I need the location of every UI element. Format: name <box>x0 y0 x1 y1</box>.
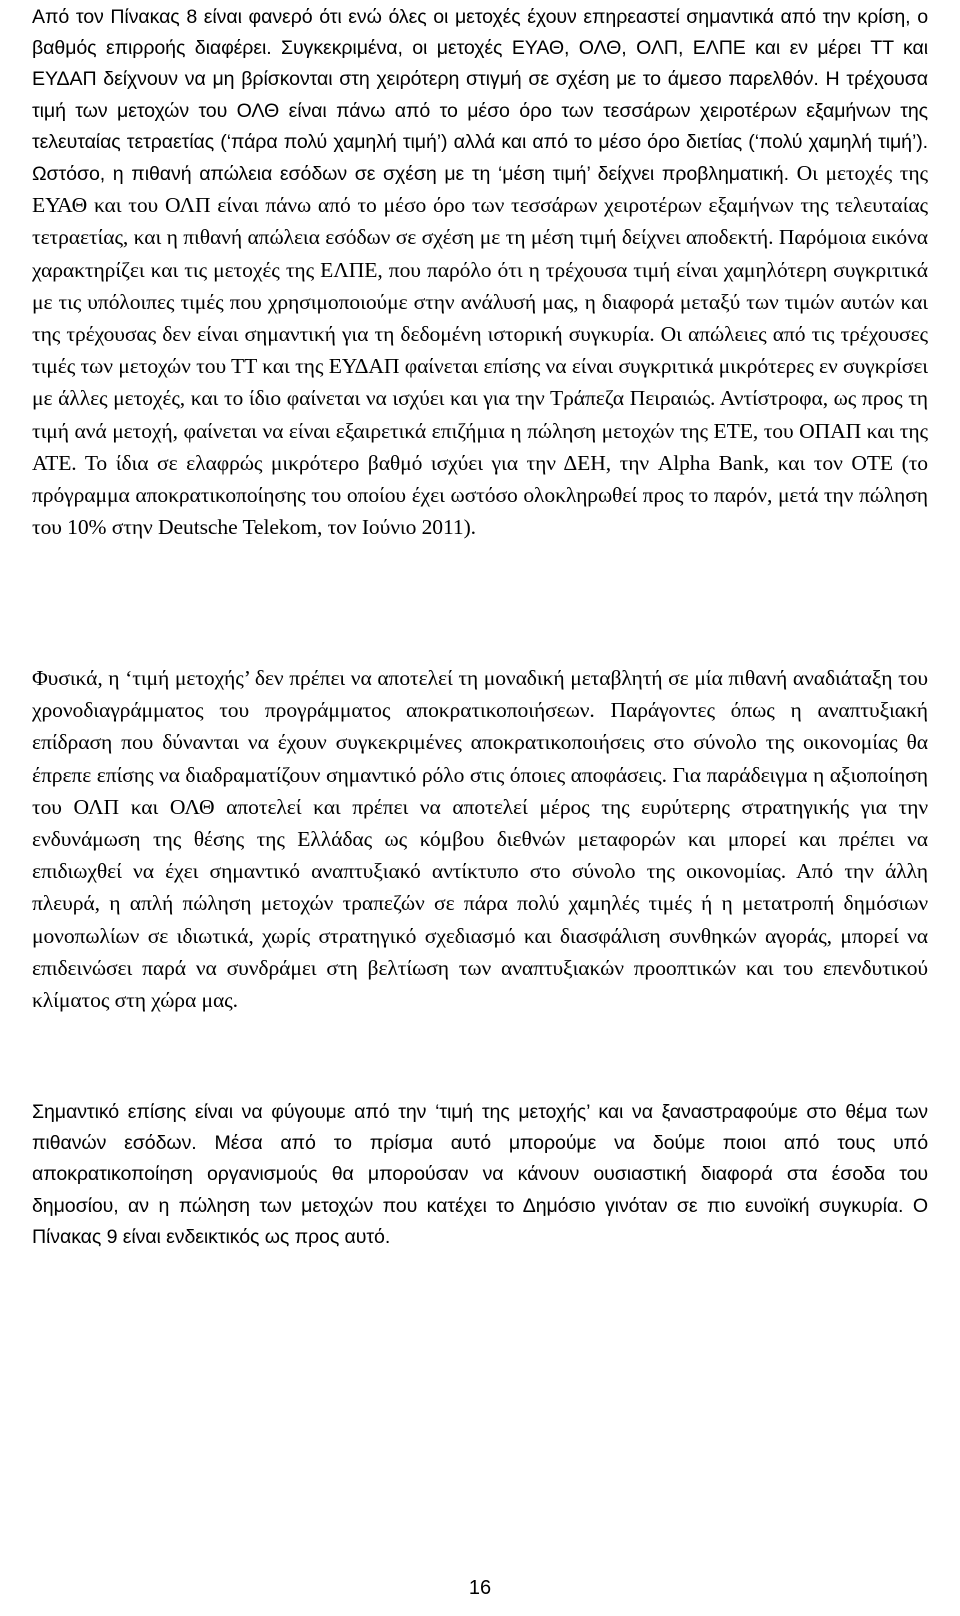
paragraph-share-analysis <box>32 2 928 544</box>
paragraph-revenue-focus <box>32 1097 928 1253</box>
paragraph-text: Οι μετοχές της ΕΥΑΘ και του ΟΛΠ είναι πάνω από το μέσο όρο των τεσσάρων χειροτέρων εξαμήνων της τελευταίας τετραετίας, και η πιθανή απώλεια εσόδων σε σχέση με τη μέση τιμή δείχνει αποδεκτή. Παρόμοια εικόνα χαρακτηρίζει και τις μετοχές της ΕΛΠΕ, που παρόλο ότι η τρέχουσα τιμή είναι χαμηλότερη συγκριτικά με τις υπόλοιπες τιμές που χρησιμοποιούμε στην ανάλυσή μας, η διαφορά μεταξύ των τιμών αυτών και της τρέχουσας δεν είναι σημαντική για τη δεδομένη ιστορική συγκυρία. Οι απώλειες από τις τρέχουσες τιμές των μετοχών του ΤΤ και της ΕΥΔΑΠ φαίνεται επίσης να είναι συγκριτικά μικρότερες εν συγκρίσει με άλλες μετοχές, και το ίδιο φαίνεται να ισχύει και για την Τράπεζα Πειραιώς. Αντίστροφα, ως προς τη τιμή ανά μετοχή, φαίνεται να είναι εξαιρετικά επιζήμια η πώληση μετοχών της ΕΤΕ, του ΟΠΑΠ και της ΑΤΕ. Το ίδια σε ελαφρώς μικρότερο βαθμό ισχύει για την ΔΕΗ, την Alpha Bank, και τον ΟΤΕ (το πρόγραμμα αποκρατικοποίησης του οποίου έχει ωστόσο ολοκληρωθεί προς το παρόν, μετά την πώληση του 10% στην Deutsche Telekom, τον Ιούνιο 2011). <box>32 161 928 540</box>
document-page <box>32 0 928 1616</box>
page-number: 16 <box>468 1577 492 1599</box>
paragraph-text: Φυσικά, η ‘τιμή μετοχής’ δεν πρέπει να αποτελεί τη μοναδική μεταβλητή σε μία πιθανή αναδιάταξη του χρονοδιαγράμματος του προγράμματος αποκρατικοποιήσεων. Παράγοντες όπως η αναπτυξιακή επίδραση που δύνανται να έχουν συγκεκριμένες αποκρατικοποιήσεις στο σύνολο της οικονομίας θα έπρεπε επίσης να διαδραματίζουν σημαντικό ρόλο στις όποιες αποφάσεις. Για παράδειγμα η αξιοποίηση του ΟΛΠ και ΟΛΘ αποτελεί και πρέπει να αποτελεί μέρος της ευρύτερης στρατηγικής για την ενδυνάμωση της θέσης της Ελλάδας ως κόμβου διεθνών μεταφορών και μπορεί και πρέπει να επιδιωχθεί να έχει σημαντικό αναπτυξιακό αντίκτυπο στο σύνολο της οικονομίας. Από την άλλη πλευρά, η απλή πώληση μετοχών τραπεζών σε πάρα πολύ χαμηλές τιμές ή η μετατροπή δημόσιων μονοπωλίων σε ιδιωτικά, χωρίς στρατηγικό σχεδιασμό και διασφάλιση συνθηκών αγοράς, μπορεί να επιδεινώσει παρά να συνδράμει στη βελτίωση των αναπτυξιακών προοπτικών και του επενδυτικού κλίματος στη χώρα μας. <box>32 666 928 1013</box>
paragraph-text: Σημαντικό επίσης είναι να φύγουμε από την ‘τιμή της μετοχής’ και να ξαναστραφούμε στο θέμα των πιθανών εσόδων. Μέσα από το πρίσμα αυτό μπορούμε να δούμε ποιοι από τους υπό αποκρατικοποίηση οργανισμούς θα μπορούσαν να κάνουν ουσιαστική διαφορά στα έσοδα του δημοσίου, αν η πώληση των μετοχών που κατέχει το Δημόσιο γινόταν σε πιο ευνοϊκή συγκυρία. Ο Πίνακας 9 είναι ενδεικτικός ως προς αυτό. <box>32 1101 928 1248</box>
paragraph-development-factors <box>32 663 928 1017</box>
paragraph-text: Από τον Πίνακας 8 είναι φανερό ότι ενώ όλες οι μετοχές έχουν επηρεαστεί σημαντικά από την κρίση, ο βαθμός επιρροής διαφέρει. Συγκεκριμένα, οι μετοχές ΕΥΑΘ, ΟΛΘ, ΟΛΠ, ΕΛΠΕ και εν μέρει ΤΤ και ΕΥΔΑΠ δείχνουν να μη βρίσκονται στη χειρότερη στιγμή σε σχέση με το άμεσο παρελθόν. Η τρέχουσα τιμή των μετοχών του ΟΛΘ είναι πάνω από το μέσο όρο των τεσσάρων χειροτέρων εξαμήνων της τελευταίας τετραετίας (‘πάρα πολύ χαμηλή τιμή’) αλλά και από το μέσο όρο διετίας (‘πολύ χαμηλή τιμή’). Ωστόσο, η πιθανή απώλεια εσόδων σε σχέση με τη ‘μέση τιμή’ δείχνει προβληματική. <box>32 6 928 186</box>
